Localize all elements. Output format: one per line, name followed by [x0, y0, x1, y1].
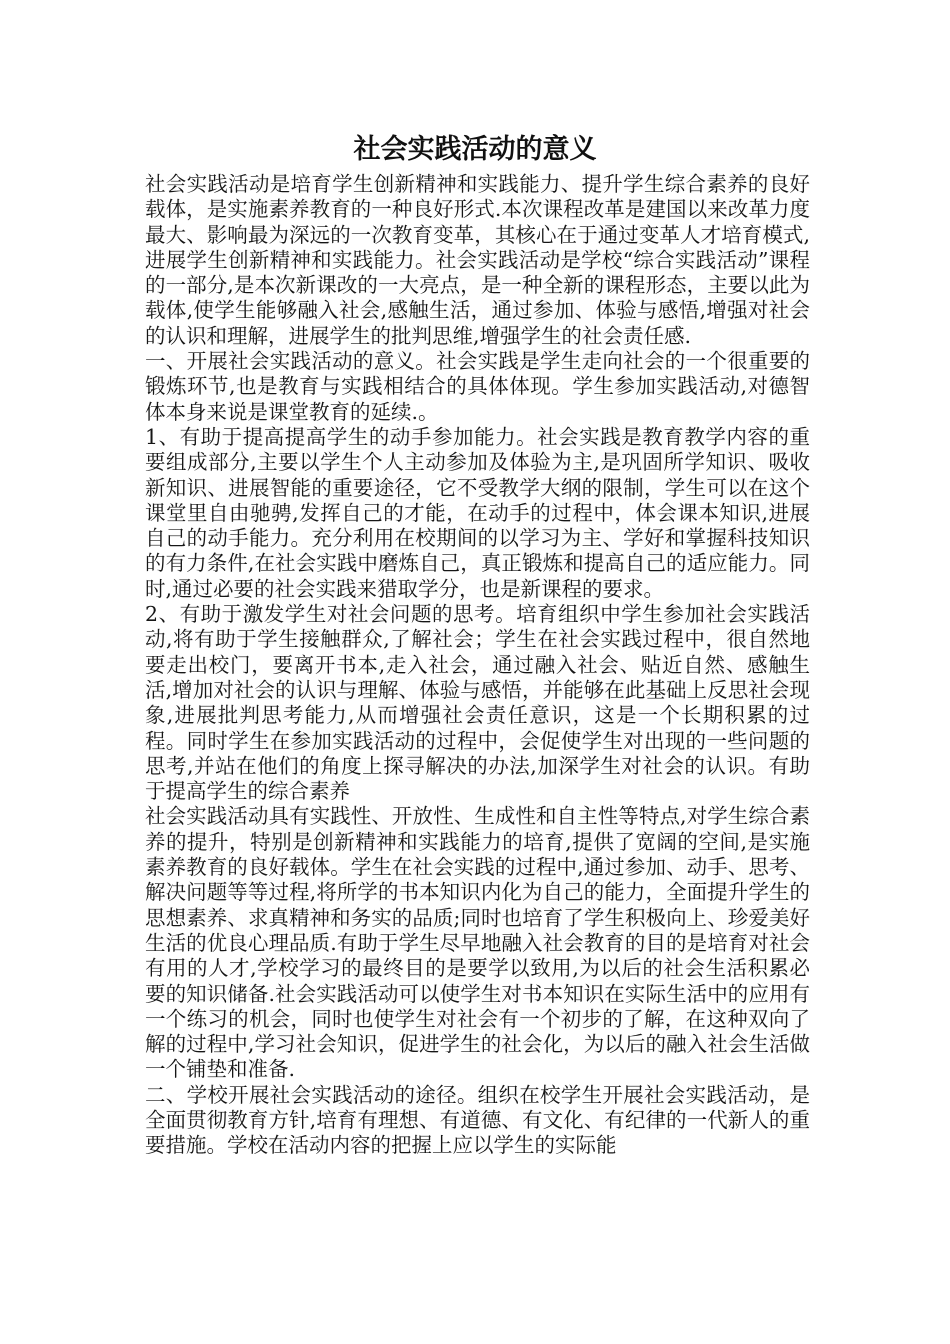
- paragraph-point-2: 2、有助于激发学生对社会问题的思考。培育组织中学生参加社会实践活动,将有助于学生接触群众,了解社会；学生在社会实践过程中，很自然地要走出校门，要离开书本,走入社会，通过融入社会、贴近自然、感触生活,增加对社会的认识与理解、体验与感悟，并能够在此基础上反思社会现象,进展批判思考能力,从而增强社会责任意识，这是一个长期积累的过程。同时学生在参加实践活动的过程中，会促使学生对出现的一些问题的思考,并站在他们的角度上探寻解决的办法,加深学生对社会的认识。有助于提高学生的综合素养: [145, 602, 810, 804]
- page-title: 社会实践活动的意义: [353, 134, 597, 165]
- paragraph-point-1: 1、有助于提高提高学生的动手参加能力。社会实践是教育教学内容的重要组成部分,主要以学生个人主动参加及体验为主,是巩固所学知识、吸收新知识、进展智能的重要途径，它不受教学大纲的限制，学生可以在这个课堂里自由驰骋,发挥自己的才能，在动手的过程中，体会课本知识,进展自己的动手能力。充分利用在校期间的以学习为主、学好和掌握科技知识的有力条件,在社会实践中磨炼自己，真正锻炼和提高自己的适应能力。同时,通过必要的社会实践来猎取学分，也是新课程的要求。: [145, 424, 810, 601]
- paragraph-section-2: 二、学校开展社会实践活动的途径。组织在校学生开展社会实践活动，是全面贯彻教育方针,培育有理想、有道德、有文化、有纪律的一代新人的重要措施。学校在活动内容的把握上应以学生的实际能: [145, 1082, 810, 1158]
- document-body: [145, 172, 810, 1159]
- paragraph-point-3: 社会实践活动具有实践性、开放性、生成性和自主性等特点,对学生综合素养的提升，特别是创新精神和实践能力的培育,提供了宽阔的空间,是实施素养教育的良好载体。学生在社会实践的过程中,通过参加、动手、思考、解决问题等等过程,将所学的书本知识内化为自己的能力，全面提升学生的思想素养、求真精神和务实的品质;同时也培育了学生积极向上、珍爱美好生活的优良心理品质.有助于学生尽早地融入社会教育的目的是培育对社会有用的人才,学校学习的最终目的是要学以致用,为以后的社会生活积累必要的知识储备.社会实践活动可以使学生对书本知识在实际生活中的应用有一个练习的机会，同时也使学生对社会有一个初步的了解，在这种双向了解的过程中,学习社会知识，促进学生的社会化，为以后的融入社会生活做一个铺垫和准备.: [145, 804, 810, 1082]
- paragraph-intro: 社会实践活动是培育学生创新精神和实践能力、提升学生综合素养的良好载体，是实施素养教育的一种良好形式.本次课程改革是建国以来改革力度最大、影响最为深远的一次教育变革，其核心在于通过变革人才培育模式,进展学生创新精神和实践能力。社会实践活动是学校“综合实践活动”课程的一部分,是本次新课改的一大亮点，是一种全新的课程形态，主要以此为载体,使学生能够融入社会,感触生活，通过参加、体验与感悟,增强对社会的认识和理解，进展学生的批判思维,增强学生的社会责任感.: [145, 172, 810, 348]
- paragraph-section-1: 一、开展社会实践活动的意义。社会实践是学生走向社会的一个很重要的锻炼环节,也是教育与实践相结合的具体体现。学生参加实践活动,对德智体本身来说是课堂教育的延续.。: [145, 349, 810, 424]
